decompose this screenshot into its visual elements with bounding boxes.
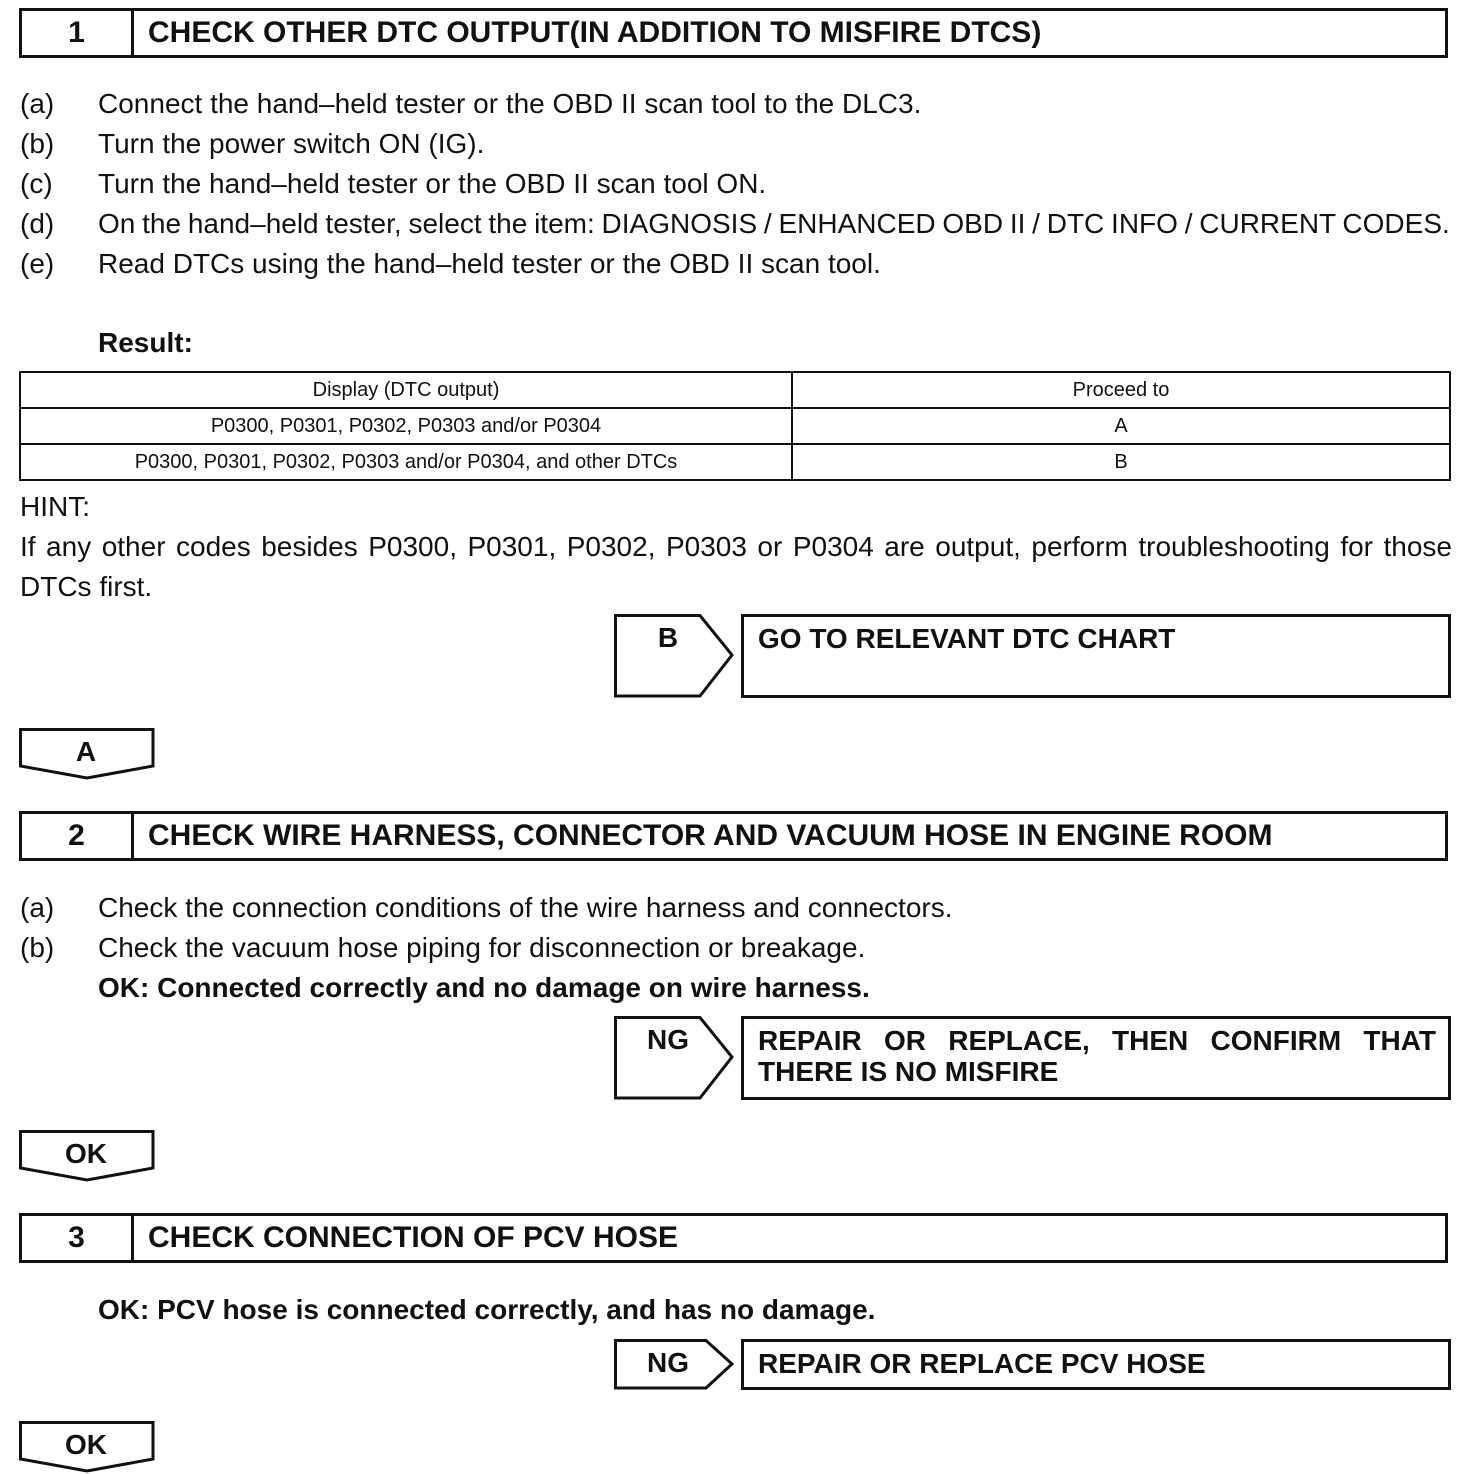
branch-b [614,614,738,698]
result-table [19,371,1451,481]
list-item [20,164,1452,204]
list-item [20,928,1452,968]
table-cell: A [792,408,1450,444]
item-label: (e) [20,248,55,279]
next-label: OK [65,1138,107,1169]
step-title: CHECK OTHER DTC OUTPUT(IN ADDITION TO MISFIRE DTCS) [148,16,1042,49]
action-box: GO TO RELEVANT DTC CHART [741,614,1451,698]
item-label: (b) [20,932,55,963]
list-item [20,124,1452,164]
table-cell: B [792,444,1450,480]
next-step-ok [19,1421,155,1473]
branch-label: NG [647,1024,689,1055]
item-text: Read DTCs using the hand–held tester or the OBD II scan tool. [98,248,881,279]
step-3-header [19,1213,1448,1263]
list-item [20,84,1452,124]
item-label: (c) [20,168,53,199]
item-text: Connect the hand–held tester or the OBD II scan tool to the DLC3. [98,88,922,119]
step-number: 3 [22,1216,134,1260]
list-item [20,244,1452,284]
next-label: A [75,736,97,767]
branch-label: B [657,622,679,653]
item-label: (d) [20,208,55,239]
hint-text: If any other codes besides P0300, P0301, P0302, P0303 or P0304 are output, perform troubleshooting for those DTCs first. [20,531,1452,602]
hint-block [20,487,1452,607]
action-box: REPAIR OR REPLACE PCV HOSE [741,1339,1451,1390]
step-1-header [19,8,1448,58]
next-label: OK [65,1429,107,1460]
step-title: CHECK CONNECTION OF PCV HOSE [148,1221,679,1254]
item-text: Turn the power switch ON (IG). [98,128,485,159]
hint-label: HINT: [20,491,90,522]
ok-criteria: OK: PCV hose is connected correctly, and has no damage. [98,1294,876,1325]
item-label: (b) [20,128,55,159]
next-step-a [19,728,155,780]
step-2-instructions [20,888,1452,968]
branch-ng [614,1339,738,1391]
item-label: (a) [20,88,55,119]
table-cell: P0300, P0301, P0302, P0303 and/or P0304, and other DTCs [20,444,792,480]
step-number: 2 [22,814,134,858]
next-step-ok [19,1130,155,1182]
table-header-row [20,372,1450,408]
step-1-instructions [20,84,1452,284]
step-2-header [19,811,1448,861]
result-label: Result: [98,327,193,358]
item-text: Turn the hand–held tester or the OBD II scan tool ON. [98,168,767,199]
action-box: REPAIR OR REPLACE, THEN CONFIRM THAT THERE IS NO MISFIRE [741,1016,1451,1100]
list-item [20,204,1452,244]
step-number: 1 [22,11,134,55]
item-text: On the hand–held tester, select the item: DIAGNOSIS / ENHANCED OBD II / DTC INFO / CURRENT CODES. [98,208,1450,239]
table-row [20,408,1450,444]
ok-criteria: OK: Connected correctly and no damage on wire harness. [98,972,870,1003]
item-label: (a) [20,892,55,923]
step-title: CHECK WIRE HARNESS, CONNECTOR AND VACUUM HOSE IN ENGINE ROOM [148,819,1273,852]
item-text: Check the vacuum hose piping for disconnection or breakage. [98,932,866,963]
list-item [20,888,1452,928]
column-header: Proceed to [792,372,1450,408]
table-cell: P0300, P0301, P0302, P0303 and/or P0304 [20,408,792,444]
column-header: Display (DTC output) [20,372,792,408]
table-row [20,444,1450,480]
item-text: Check the connection conditions of the wire harness and connectors. [98,892,953,923]
branch-ng [614,1016,738,1100]
branch-label: NG [647,1347,689,1378]
